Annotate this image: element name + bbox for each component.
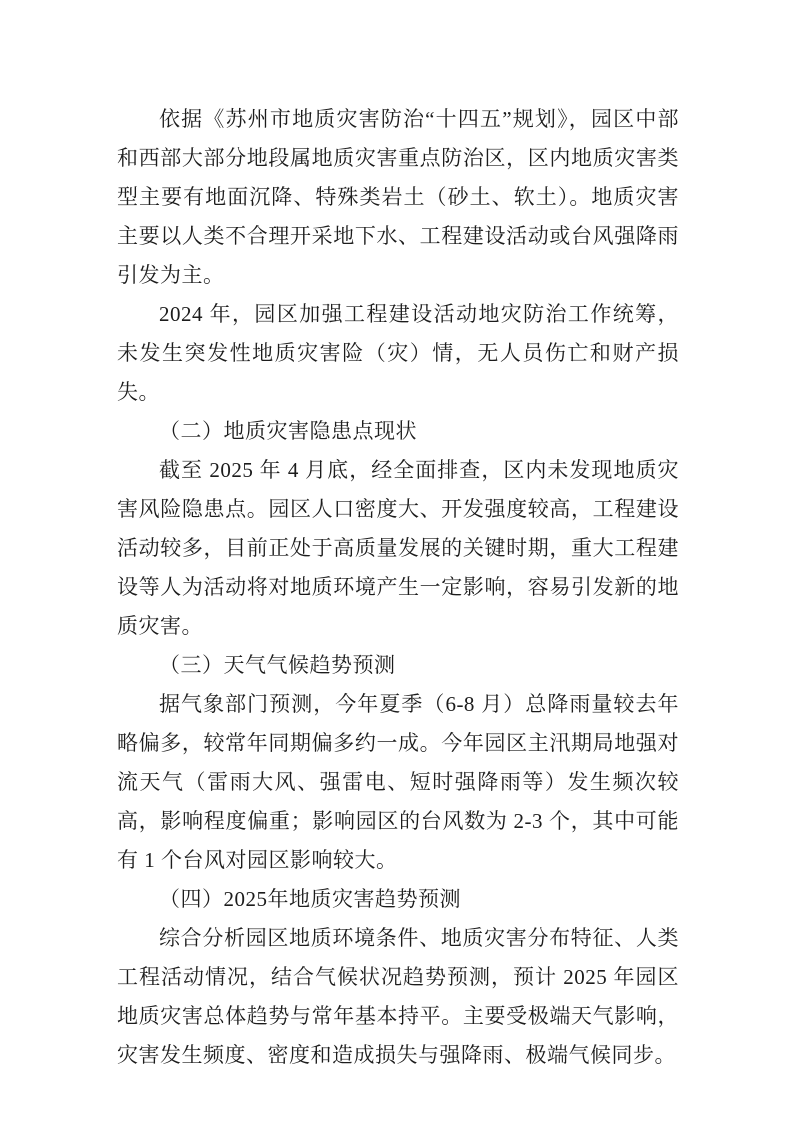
body-paragraph: 截至 2025 年 4 月底，经全面排查，区内未发现地质灾害风险隐患点。园区人口密度大、开发强度较高，工程建设活动较多，目前正处于高质量发展的关键时期，重大工程建设等人为活动将对地质环境产生一定影响，容易引发新的地质灾害。 <box>117 458 679 638</box>
section-heading: （四）2025年地质灾害趋势预测 <box>159 887 461 911</box>
document-text-block <box>117 100 679 1075</box>
body-paragraph: 据气象部门预测，今年夏季（6-8 月）总降雨量较去年略偏多，较常年同期偏多约一成。今年园区主汛期局地强对流天气（雷雨大风、强雷电、短时强降雨等）发生频次较高，影响程度偏重；影响园区的台风数为 2-3 个，其中可能有 1 个台风对园区影响较大。 <box>117 692 679 872</box>
body-paragraph: 2024 年，园区加强工程建设活动地灾防治工作统筹，未发生突发性地质灾害险（灾）情，无人员伤亡和财产损失。 <box>117 302 679 404</box>
section-heading: （二）地质灾害隐患点现状 <box>159 419 417 443</box>
body-paragraph: 综合分析园区地质环境条件、地质灾害分布特征、人类工程活动情况，结合气候状况趋势预测，预计 2025 年园区地质灾害总体趋势与常年基本持平。主要受极端天气影响，灾害发生频度、密度和造成损失与强降雨、极端气候同步。 <box>117 926 679 1067</box>
body-paragraph: 依据《苏州市地质灾害防治“十四五”规划》，园区中部和西部大部分地段属地质灾害重点防治区，区内地质灾害类型主要有地面沉降、特殊类岩土（砂土、软土）。地质灾害主要以人类不合理开采地下水、工程建设活动或台风强降雨引发为主。 <box>117 107 679 287</box>
section-heading: （三）天气气候趋势预测 <box>159 653 396 677</box>
